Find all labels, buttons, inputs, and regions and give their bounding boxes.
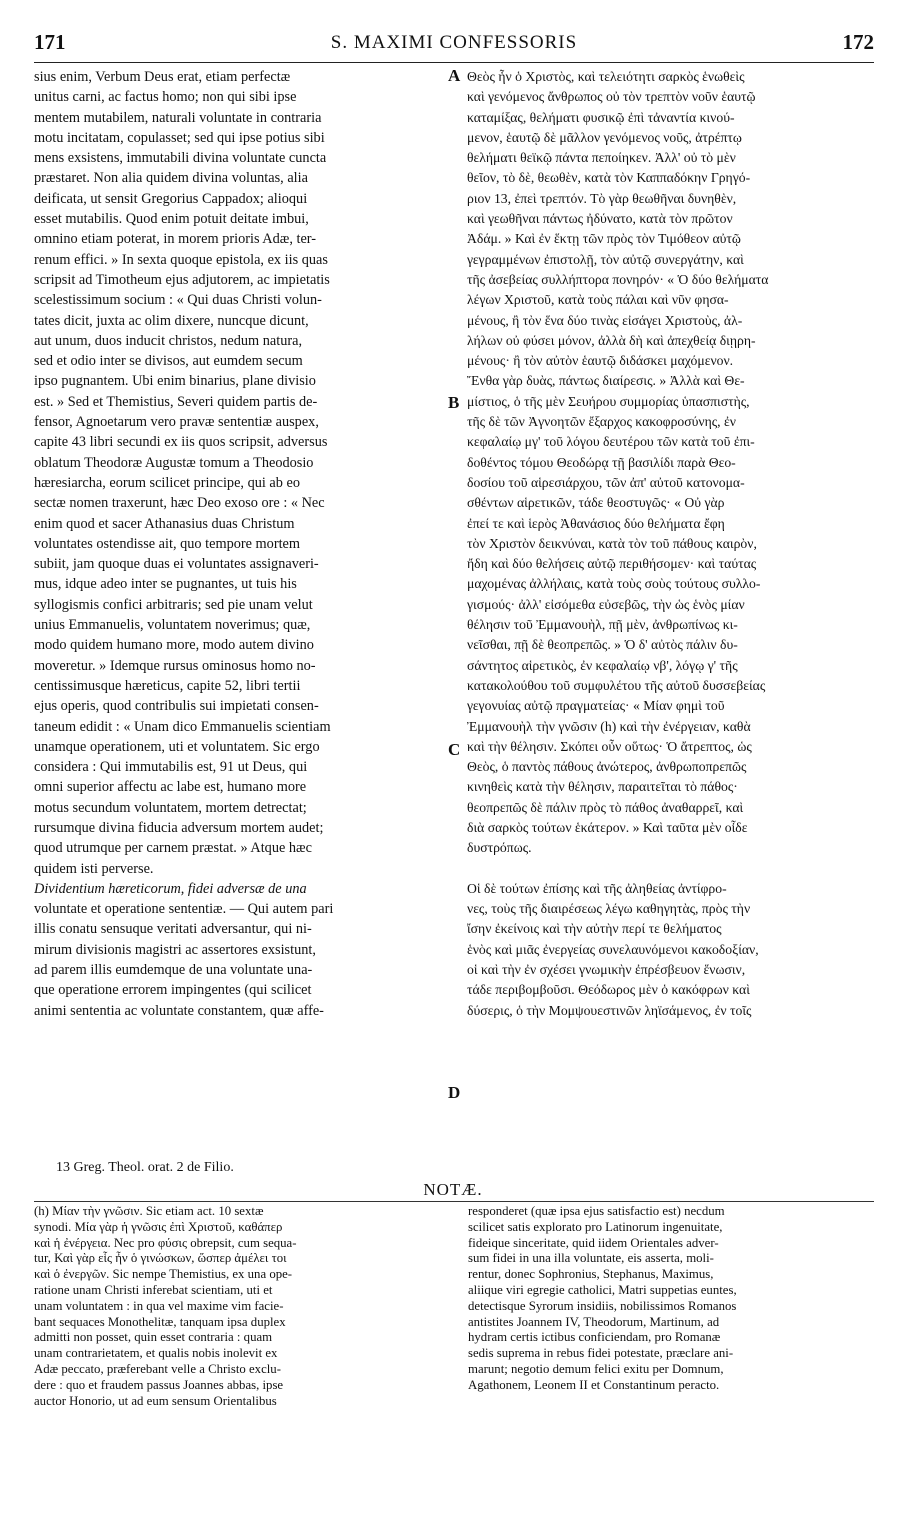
latin-line: mus, idque adeo inter se pugnantes, ut tuis his xyxy=(34,576,297,593)
greek-line: μένους· ἢ τὸν αὐτὸν ἑαυτῷ διδάσκει μαχόμενον. xyxy=(467,353,734,369)
note-line: antistites Joannem IV, Theodorum, Martinum, ad xyxy=(468,1314,720,1329)
latin-line: voluntate et operatione sententiæ. — Qui autem pari xyxy=(34,901,334,918)
margin-marker-b: B xyxy=(448,393,460,412)
greek-line: θεοπρεπῶς δὲ πάλιν πρὸς τὸ πάθος ἀναθαρρεῖ, καὶ xyxy=(467,799,744,815)
latin-line: syllogismis confici arbitraris; sed pie unam velut xyxy=(34,596,313,613)
latin-line: omnino etiam poterat, in morem prioris Adæ, ter- xyxy=(34,231,317,248)
greek-line: θεῖον, τὸ δὲ, θεωθὲν, κατὰ τὸν Καππαδόκην Γρηγό- xyxy=(467,170,751,186)
margin-marker-c: C xyxy=(448,740,461,759)
page-number-left: 171 xyxy=(34,30,66,54)
note-line: Adæ peccato, præferebant velle a Christo exclu- xyxy=(34,1361,281,1376)
note-line: (h) Μίαν τὴν γνῶσιν. Sic etiam act. 10 sextæ xyxy=(34,1204,264,1218)
latin-line: motus secundum voluntatem, mortem detrectat; xyxy=(34,799,307,816)
latin-line: enim quod et sacer Athanasius duas Christum xyxy=(34,515,295,532)
greek-line: οἱ καὶ τὴν ἐν σχέσει γνωμικὴν ἐπρέσβευον ἕνωσιν, xyxy=(467,962,746,978)
note-line: tur, Καὶ γὰρ εἷς ἦν ὁ γινώσκων, ὥσπερ ἀμέλει τοι xyxy=(34,1251,287,1266)
greek-line: τάδε περιβομβοῦσι. Θεόδωρος μὲν ὁ κακόφρων καὶ xyxy=(467,982,750,998)
greek-line: ἤδη καὶ δύο θελήσεις αὐτῷ περιθήσομεν· καὶ ταύτας xyxy=(467,556,757,572)
greek-line: μένους, ἢ τὸν ἕνα δύο τινὰς εἰσάγει Χριστοὺς, ἀλ- xyxy=(467,312,743,328)
greek-line: δυστρόπως. xyxy=(467,840,532,856)
greek-line xyxy=(467,859,875,879)
greek-line: γεγονυίας αὐτῷ πραγματείας· « Μίαν φημὶ τοῦ xyxy=(467,698,725,714)
page-number-right: 172 xyxy=(842,30,874,54)
note-line: unam contrarietatem, et qualis nobis inolevit ex xyxy=(34,1346,278,1361)
greek-line: λέγων Χριστοῦ, κατὰ τοὺς πάλαι καὶ νῦν φησα- xyxy=(467,292,729,308)
greek-line: σθέντων αἱρετικῶν, τάδε θεοστυγῶς· « Οὐ γὰρ xyxy=(467,495,725,511)
note-line: καὶ ὁ ἐνεργῶν. Sic nempe Themistius, ex una ope- xyxy=(34,1267,293,1282)
greek-line: μενον, ἑαυτῷ δὲ μᾶλλον γενόμενος νοῦς, ἀτρέπτῳ xyxy=(467,129,742,145)
note-line: unam voluntatem : in qua vel maxime vim facie- xyxy=(34,1298,284,1313)
latin-line: capite 43 libri secundi ex iis quos scripsit, adversus xyxy=(34,434,328,451)
greek-line: Θεὸς, ὁ παντὸς πάθους ἀνώτερος, ἀνθρωποπρεπῶς xyxy=(467,759,747,775)
latin-line: que operatione errorem impingentes (qui scilicet xyxy=(34,982,312,999)
latin-line: scelestissimum socium : « Qui duas Christi volun- xyxy=(34,292,322,309)
latin-line: centissimusque hæreticus, capite 52, libri tertii xyxy=(34,677,301,694)
greek-column xyxy=(467,67,875,1021)
greek-line: γισμούς· ἀλλ' εἰσόμεθα εὐσεβῶς, τὴν ὡς ἑνὸς μίαν xyxy=(467,596,745,612)
latin-line: quod utrumque per carnem præstat. » Atque hæc xyxy=(34,840,312,857)
greek-line: νεῖσθαι, πῇ δὲ θεοπρεπῶς. » Ὁ δ' αὐτὸς πάλιν δυ- xyxy=(467,637,738,653)
greek-line: μαχομένας ἀλλήλαις, κατὰ τοὺς σοὺς τούτους συλλο- xyxy=(467,576,761,592)
latin-line: subiit, jam quoque duas ei voluntates assignaveri- xyxy=(34,556,319,573)
notes-divider xyxy=(34,1201,874,1202)
latin-line: unius Emmanuelis, voluntatem noverimus; quæ, xyxy=(34,617,311,634)
note-line: aliique viri egregie catholici, Matri suppetias euntes, xyxy=(468,1282,737,1297)
latin-line: modo quidem humano more, modo autem divino xyxy=(34,637,314,654)
latin-line: sius enim, Verbum Deus erat, etiam perfectæ xyxy=(34,69,291,85)
greek-line: ριον 13, ἐπεὶ τρεπτόν. Τὸ γὰρ θεωθῆναι δυνηθὲν, xyxy=(467,190,737,206)
latin-column xyxy=(34,67,444,1021)
latin-line: Dividentium hæreticorum, fidei adversæ de una xyxy=(34,880,307,897)
note-line: sedis suprema in rebus fidei potestate, præclare ani- xyxy=(468,1346,734,1361)
latin-line: moveretur. » Idemque rursus ominosus homo no- xyxy=(34,657,316,674)
greek-line: ἴσην ἐκείνοις καὶ τὴν αὐτὴν περί τε θελήματος xyxy=(467,921,722,937)
greek-line: τῆς δὲ τῶν Ἀγνοητῶν ἔξαρχος κακοφροσύνης, ἐν xyxy=(467,414,736,430)
running-header xyxy=(34,26,874,63)
greek-line: κατακολούθου τοῦ συμφυλέτου τῆς αὐτοῦ δυσσεβείας xyxy=(467,677,766,693)
latin-line: mens exsistens, immutabili divina voluntate cuncta xyxy=(34,150,327,167)
latin-line: est. » Sed et Themistius, Severi quidem partis de- xyxy=(34,393,318,410)
greek-line: Ἔνθα γὰρ δυὰς, πάντως διαίρεσις. » Ἀλλὰ καὶ Θε- xyxy=(467,373,745,389)
greek-line: τὸν Χριστὸν δεικνύναι, κατὰ τὸν τοῦ πάθους καιρὸν, xyxy=(467,535,757,551)
latin-line: unitus carni, ac factus homo; non qui sibi ipse xyxy=(34,89,297,106)
footnote: 13 Greg. Theol. orat. 2 de Filio. xyxy=(56,1160,234,1175)
note-line: bant sequaces Monothelitæ, tanquam ipsa duplex xyxy=(34,1314,286,1329)
latin-line: illis conatu sensuque veritati adversantur, qui ni- xyxy=(34,921,312,938)
latin-line: ad parem illis eumdemque de una voluntate una- xyxy=(34,962,313,979)
latin-line: mentem mutabilem, naturali voluntate in contraria xyxy=(34,109,322,126)
note-line: detectisque Syrorum insidiis, nobilissimos Romanos xyxy=(468,1298,737,1313)
latin-line: hæresiarcha, eorum scilicet principe, qui ab eo xyxy=(34,474,300,491)
latin-line: esset mutabilis. Quod enim potuit deitate imbui, xyxy=(34,211,309,228)
latin-line: sed et odio inter se divisos, aut eumdem secum xyxy=(34,353,303,370)
latin-line: renum effici. » In sexta quoque epistola, ex iis quas xyxy=(34,251,328,268)
greek-line: Ἐμμανουὴλ τὴν γνῶσιν (h) καὶ τὴν ἐνέργειαν, καθὰ xyxy=(467,718,751,734)
greek-line: καὶ τὴν θέλησιν. Σκόπει οὖν οὕτως· Ὁ ἄτρεπτος, ὡς xyxy=(467,738,752,754)
note-line: fideique sinceritate, quid iidem Orientales adver- xyxy=(468,1235,719,1250)
latin-line: aut unum, duos inducit christos, nedum natura, xyxy=(34,332,303,349)
latin-line: animi sententia ac voluntate constantem, quæ affe- xyxy=(34,1002,324,1019)
latin-line: rursumque divina fiducia adversum mortem audet; xyxy=(34,819,324,836)
latin-line: mirum divisionis magistri ac assertores exsistunt, xyxy=(34,941,316,958)
greek-line: θέλησιν τοῦ Ἐμμανουὴλ, πῇ μὲν, ἀνθρωπίνως κι- xyxy=(467,617,738,633)
greek-line: γεγραμμένων ἐπιστολῇ, τὸν αὐτῷ συνεργάτην, καὶ xyxy=(467,251,744,267)
latin-line: tates dicit, juxta ac olim dixere, nuncque dicunt, xyxy=(34,312,309,329)
margin-marker-a: A xyxy=(448,66,461,85)
greek-line: καταμίξας, θελήματι φυσικῷ ἐπὶ τἀναντία κινού- xyxy=(467,109,735,125)
latin-line: unamque operationem, uti et voluntatem. Sic ergo xyxy=(34,738,320,755)
latin-line: considera : Qui immutabilis est, 91 ut Deus, qui xyxy=(34,759,308,776)
note-line: sum fidei in una illa voluntate, eis asserta, moli- xyxy=(468,1251,714,1266)
latin-line: oblatum Theodoræ Augustæ tomum a Theodosio xyxy=(34,454,314,471)
latin-line: omni superior affectu ac labe est, humano more xyxy=(34,779,307,796)
note-line: synodi. Μία γὰρ ἡ γνῶσις ἐπὶ Χριστοῦ, καθάπερ xyxy=(34,1219,283,1234)
note-line: dere : quo et fraudem passus Joannes abbas, ipse xyxy=(34,1377,284,1392)
latin-line: ejus operis, quod contribulis sui impietati consen- xyxy=(34,698,319,715)
greek-line: λήλων οὐ φύσει μόνον, ἀλλὰ δὴ καὶ ἀπεχθείᾳ διῃρη- xyxy=(467,332,756,348)
note-line: καὶ ἡ ἐνέργεια. Nec pro φύσις obrepsit, cum sequa- xyxy=(34,1235,297,1250)
note-line: hydram certis ictibus conficiendam, pro Romanæ xyxy=(468,1330,721,1345)
latin-line: voluntates ostendisse ait, quo tempore mortem xyxy=(34,535,301,552)
latin-line: scripsit ad Timotheum ejus adjutorem, ac impietatis xyxy=(34,271,330,288)
note-line: admitti non posset, quin esset contraria : quam xyxy=(34,1330,273,1345)
greek-line: δύσερις, ὁ τὴν Μομψουεστινῶν ληϊσάμενος, ἐν τοῖς xyxy=(467,1002,752,1018)
greek-line: δοθέντος τόμου Θεοδώρᾳ τῇ βασιλίδι παρὰ Θεο- xyxy=(467,454,736,470)
greek-line: νες, τοὺς τῆς διαιρέσεως λέγω καθηγητὰς, πρὸς τὴν xyxy=(467,901,751,917)
latin-line: taneum edidit : « Unam dico Emmanuelis scientiam xyxy=(34,718,331,735)
notes-left-column xyxy=(34,1204,454,1409)
note-line: Agathonem, Leonem II et Constantinum peracto. xyxy=(468,1377,720,1392)
greek-line: Οἱ δὲ τούτων ἐπίσης καὶ τῆς ἀληθείας ἀντίφρο- xyxy=(467,880,727,896)
greek-line: Θεὸς ἦν ὁ Χριστὸς, καὶ τελειότητι σαρκὸς ἑνωθεὶς xyxy=(467,69,745,84)
greek-line: ἑνὸς καὶ μιᾶς ἐνεργείας συνελαυνόμενοι κακοδοξίαν, xyxy=(467,941,759,957)
greek-line: ἐπεί τε καὶ ἱερὸς Ἀθανάσιος δύο θελήματα ἔφη xyxy=(467,515,725,531)
running-title: S. MAXIMI CONFESSORIS xyxy=(330,32,578,53)
greek-line: μίστιος, ὁ τῆς μὲν Σευήρου συμμορίας ὑπασπιστὴς, xyxy=(467,393,750,409)
note-line: ratione unam Christi inferebat scientiam, uti et xyxy=(34,1282,273,1297)
margin-marker-d: D xyxy=(448,1083,461,1102)
greek-line: τῆς ἀσεβείας συλλήπτορα πονηρόν· « Ὁ δύο θελήματα xyxy=(467,271,769,287)
note-line: responderet (quæ ipsa ejus satisfactio est) necdum xyxy=(468,1204,725,1218)
latin-line: motu incitatam, copulasset; sed qui ipse potius sibi xyxy=(34,129,325,146)
greek-line: διὰ σαρκὸς τούτων ἑκάτερον. » Καὶ ταῦτα μὲν οἶδε xyxy=(467,819,748,835)
greek-line: δοσίου τοῦ αἱρεσιάρχου, τῶν ἀπ' αὐτοῦ κατονομα- xyxy=(467,474,745,490)
notes-right-column xyxy=(468,1204,876,1394)
latin-line: præstaret. Non alia quidem divina voluntas, alia xyxy=(34,170,308,187)
greek-line: κεφαλαίῳ μγ' τοῦ λόγου δευτέρου τῶν κατὰ τοῦ ἐπι- xyxy=(467,434,755,450)
note-line: auctor Honorio, ut ad eum sensum Orientalibus xyxy=(34,1393,277,1408)
greek-line: καὶ γεωθῆναι πάντως ἠδύνατο, κατὰ τὸν πρῶτον xyxy=(467,211,733,227)
latin-line: ipso pugnantem. Ubi enim binarius, plane divisio xyxy=(34,373,316,390)
greek-line: κινηθεὶς κατὰ τὴν θέλησιν, παραιτεῖται τὸ πάθος· xyxy=(467,779,738,795)
notes-heading: NOTÆ. xyxy=(423,1180,483,1199)
note-line: rentur, donec Sophronius, Stephanus, Maximus, xyxy=(468,1267,714,1282)
note-line: scilicet satis explorato pro Latinorum ingenuitate, xyxy=(468,1219,723,1234)
greek-line: Ἀδάμ. » Καὶ ἐν ἕκτῃ τῶν πρὸς τὸν Τιμόθεον αὐτῷ xyxy=(467,231,741,247)
latin-line: quidem isti perverse. xyxy=(34,860,154,877)
greek-line: θελήματι θεϊκῷ πάντα πεποίηκεν. Ἀλλ' οὐ τὸ μὲν xyxy=(467,150,736,166)
latin-line: deificata, ut sensit Gregorius Cappadox; alioqui xyxy=(34,190,308,207)
latin-line: fensor, Agnoetarum vero pravæ sententiæ auspex, xyxy=(34,414,319,431)
latin-line: sectæ nomen traxerunt, hæc Deo exoso ore : « Nec xyxy=(34,495,325,512)
note-line: marunt; negotio demum felici exitu per Domnum, xyxy=(468,1361,724,1376)
greek-line: καὶ γενόμενος ἄνθρωπος οὐ τὸν τρεπτὸν νοῦν ἑαυτῷ xyxy=(467,89,756,105)
greek-line: σάντητος αἱρετικὸς, ἐν κεφαλαίῳ νβ', λόγῳ γ' τῆς xyxy=(467,657,738,673)
